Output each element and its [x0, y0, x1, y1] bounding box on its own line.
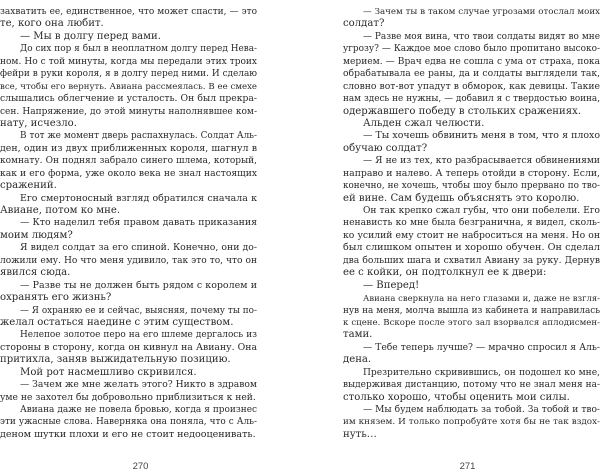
- text-line: Авиана даже не повела бровью, когда я произнес: [20, 405, 257, 415]
- text-line: комнату. Он поднял забрало синего шлема, который,: [0, 156, 257, 167]
- text-line: обучаю солдат?: [343, 142, 428, 154]
- text-line: захватить ее, единственное, что может спасти, — это: [0, 7, 257, 17]
- text-line: слышались облегчение и усталость. Он был прекра-: [0, 93, 257, 105]
- text-line: — Тебе теперь лучше? — мрачно спросил я Аль-: [363, 341, 600, 353]
- text-line: — Мы будем наблюдать за тобой. За тобой и тво-: [363, 405, 600, 415]
- text-line: Я видел солдат за его спиной. Конечно, они до-: [20, 242, 257, 254]
- text-line: два больших шага и схватил Авиану за руку. Дернув: [343, 255, 600, 266]
- text-line: деном шутки плохи и его не стоит недооценивать.: [0, 428, 256, 440]
- text-line: одержавшего победу в стольких сражениях.: [343, 105, 582, 117]
- text-line: — Я не из тех, кто разбрасывается обвинениями: [363, 156, 600, 167]
- text-line: нув на меня, молча вышла из кабинета и направилась: [343, 305, 600, 316]
- text-line: — Зачем же мне желать этого? Никто в здравом: [20, 379, 257, 391]
- text-line: эти ужасные слова. Наверняка она поняла, что с Аль-: [0, 417, 257, 428]
- right-page-text: [343, 6, 600, 441]
- text-line: тами.: [343, 329, 373, 341]
- text-line: Мой рот насмешливо скривился.: [20, 366, 197, 378]
- page-number-left: 270: [132, 461, 149, 472]
- text-line: Авиане, потом ко мне.: [0, 205, 121, 216]
- text-line: Нелепое золотое перо на его шлеме дергалось из: [20, 330, 257, 341]
- text-line: нам здесь не нужны, — добавил я с твердостью воина,: [343, 94, 600, 105]
- text-line: ложили ему. Но что меня удивило, так это то, что он: [0, 255, 257, 266]
- text-line: направо и налево. А теперь отойди в сторону. Если,: [343, 167, 600, 179]
- text-line: — Мы в долгу перед вами.: [20, 30, 161, 42]
- text-line: им князем. И только попробуйте хотя бы не так вздох-: [343, 417, 600, 428]
- text-line: сражений.: [0, 180, 57, 192]
- text-line: те, кого она любит.: [0, 18, 104, 30]
- text-line: — Я охраняю ее и сейчас, выясняя, почему ты по-: [20, 305, 257, 316]
- page-number-right: 271: [459, 461, 476, 472]
- text-line: дена.: [343, 354, 372, 366]
- text-line: фейри в руки короля, я в долгу перед ними. И сделаю: [0, 69, 257, 80]
- text-line: столько хорошо, чтобы оценить мои силы.: [343, 391, 570, 403]
- text-line: До сих пор я был в неоплатном долгу перед Нева-: [20, 44, 257, 55]
- text-line: ном. Но с той минуты, когда мы передали этих троих: [0, 56, 257, 67]
- text-line: — Разве моя вина, что твои солдаты видят во мне: [363, 31, 600, 42]
- text-line: В тот же момент дверь распахнулась. Солдат Аль-: [20, 131, 257, 142]
- text-line: Авиана сверкнула на него глазами и, даже не взгля-: [363, 293, 600, 304]
- text-line: — Ты хочешь обвинить меня в том, что я плохо: [363, 130, 600, 142]
- text-line: обрабатывала ее раны, да и солдаты выглядели так,: [343, 68, 600, 80]
- text-line: — Зачем ты в таком случае угрозами отослал моих: [363, 7, 600, 17]
- text-line: стороны в сторону, когда он кивнул на Авиану. Она: [0, 341, 257, 353]
- text-line: конечно, не хочешь, чтобы шоу было прервано по тво-: [343, 181, 600, 192]
- text-line: желал остаться наедине с этим существом.: [0, 316, 234, 328]
- text-line: солдат?: [343, 18, 385, 30]
- right-page: [343, 0, 600, 476]
- text-line: моим людям?: [0, 229, 73, 241]
- text-line: — Кто наделил тебя правом давать приказания: [20, 217, 257, 229]
- text-line: явился сюда.: [0, 267, 71, 279]
- text-line: Презрительно скривившись, он подошел ко мне,: [363, 367, 600, 378]
- text-line: нату, исчезло.: [0, 117, 77, 129]
- left-page-text: [0, 6, 257, 441]
- text-line: Его смертоносный взгляд обратился сначала к: [20, 192, 257, 204]
- text-line: — Вперед!: [363, 279, 420, 291]
- text-line: охранять его жизнь?: [0, 292, 112, 304]
- text-line: Альден сжал челюсти.: [363, 117, 485, 129]
- left-page: [0, 0, 257, 476]
- text-line: сен. Напряжение, до этой минуты наполнявшее ком-: [0, 106, 257, 117]
- text-line: ее с койки, он подтолкнул ее к двери:: [343, 267, 547, 279]
- text-line: словно вот-вот упадут в обморок, как девицы. Такие: [343, 80, 600, 92]
- text-line: выдерживая дистанцию, потому что не знал меня на-: [343, 380, 600, 391]
- text-line: — Разве ты не должен быть рядом с королем и: [20, 279, 257, 291]
- text-line: мерием. — Врач едва не сошла с ума от страха, пока: [343, 56, 600, 67]
- text-line: как и его форма, уже около века не знал настоящих: [0, 167, 257, 179]
- text-line: притихла, заняв выжидательную позицию.: [0, 354, 231, 366]
- text-line: уме не захотел бы добровольно приблизиться к ней.: [0, 391, 256, 403]
- text-line: к сцене. Вскоре после этого зал взорвался аплодисмен-: [343, 317, 600, 328]
- text-line: был слишком опытен и хорошо обучен. Он сделал: [343, 242, 600, 254]
- text-line: все, чтобы его вернуть. Авиана рассмеялась. В ее смехе: [0, 81, 257, 92]
- text-line: ей вине. Сам будешь объяснять это королю.: [343, 192, 580, 204]
- text-line: ко усилий ему стоит не наброситься на меня. Но он: [343, 229, 600, 241]
- text-line: ден, один из двух приближенных короля, шагнул в: [0, 142, 257, 154]
- text-line: Он так крепко сжал губы, что они побелели. Его: [363, 206, 600, 216]
- text-line: угрозу? — Каждое мое слово было пропитано высоко-: [343, 44, 600, 55]
- text-line: нуть…: [343, 428, 377, 440]
- text-line: ненависть ко мне была безгранична, я видел, сколь-: [343, 218, 600, 229]
